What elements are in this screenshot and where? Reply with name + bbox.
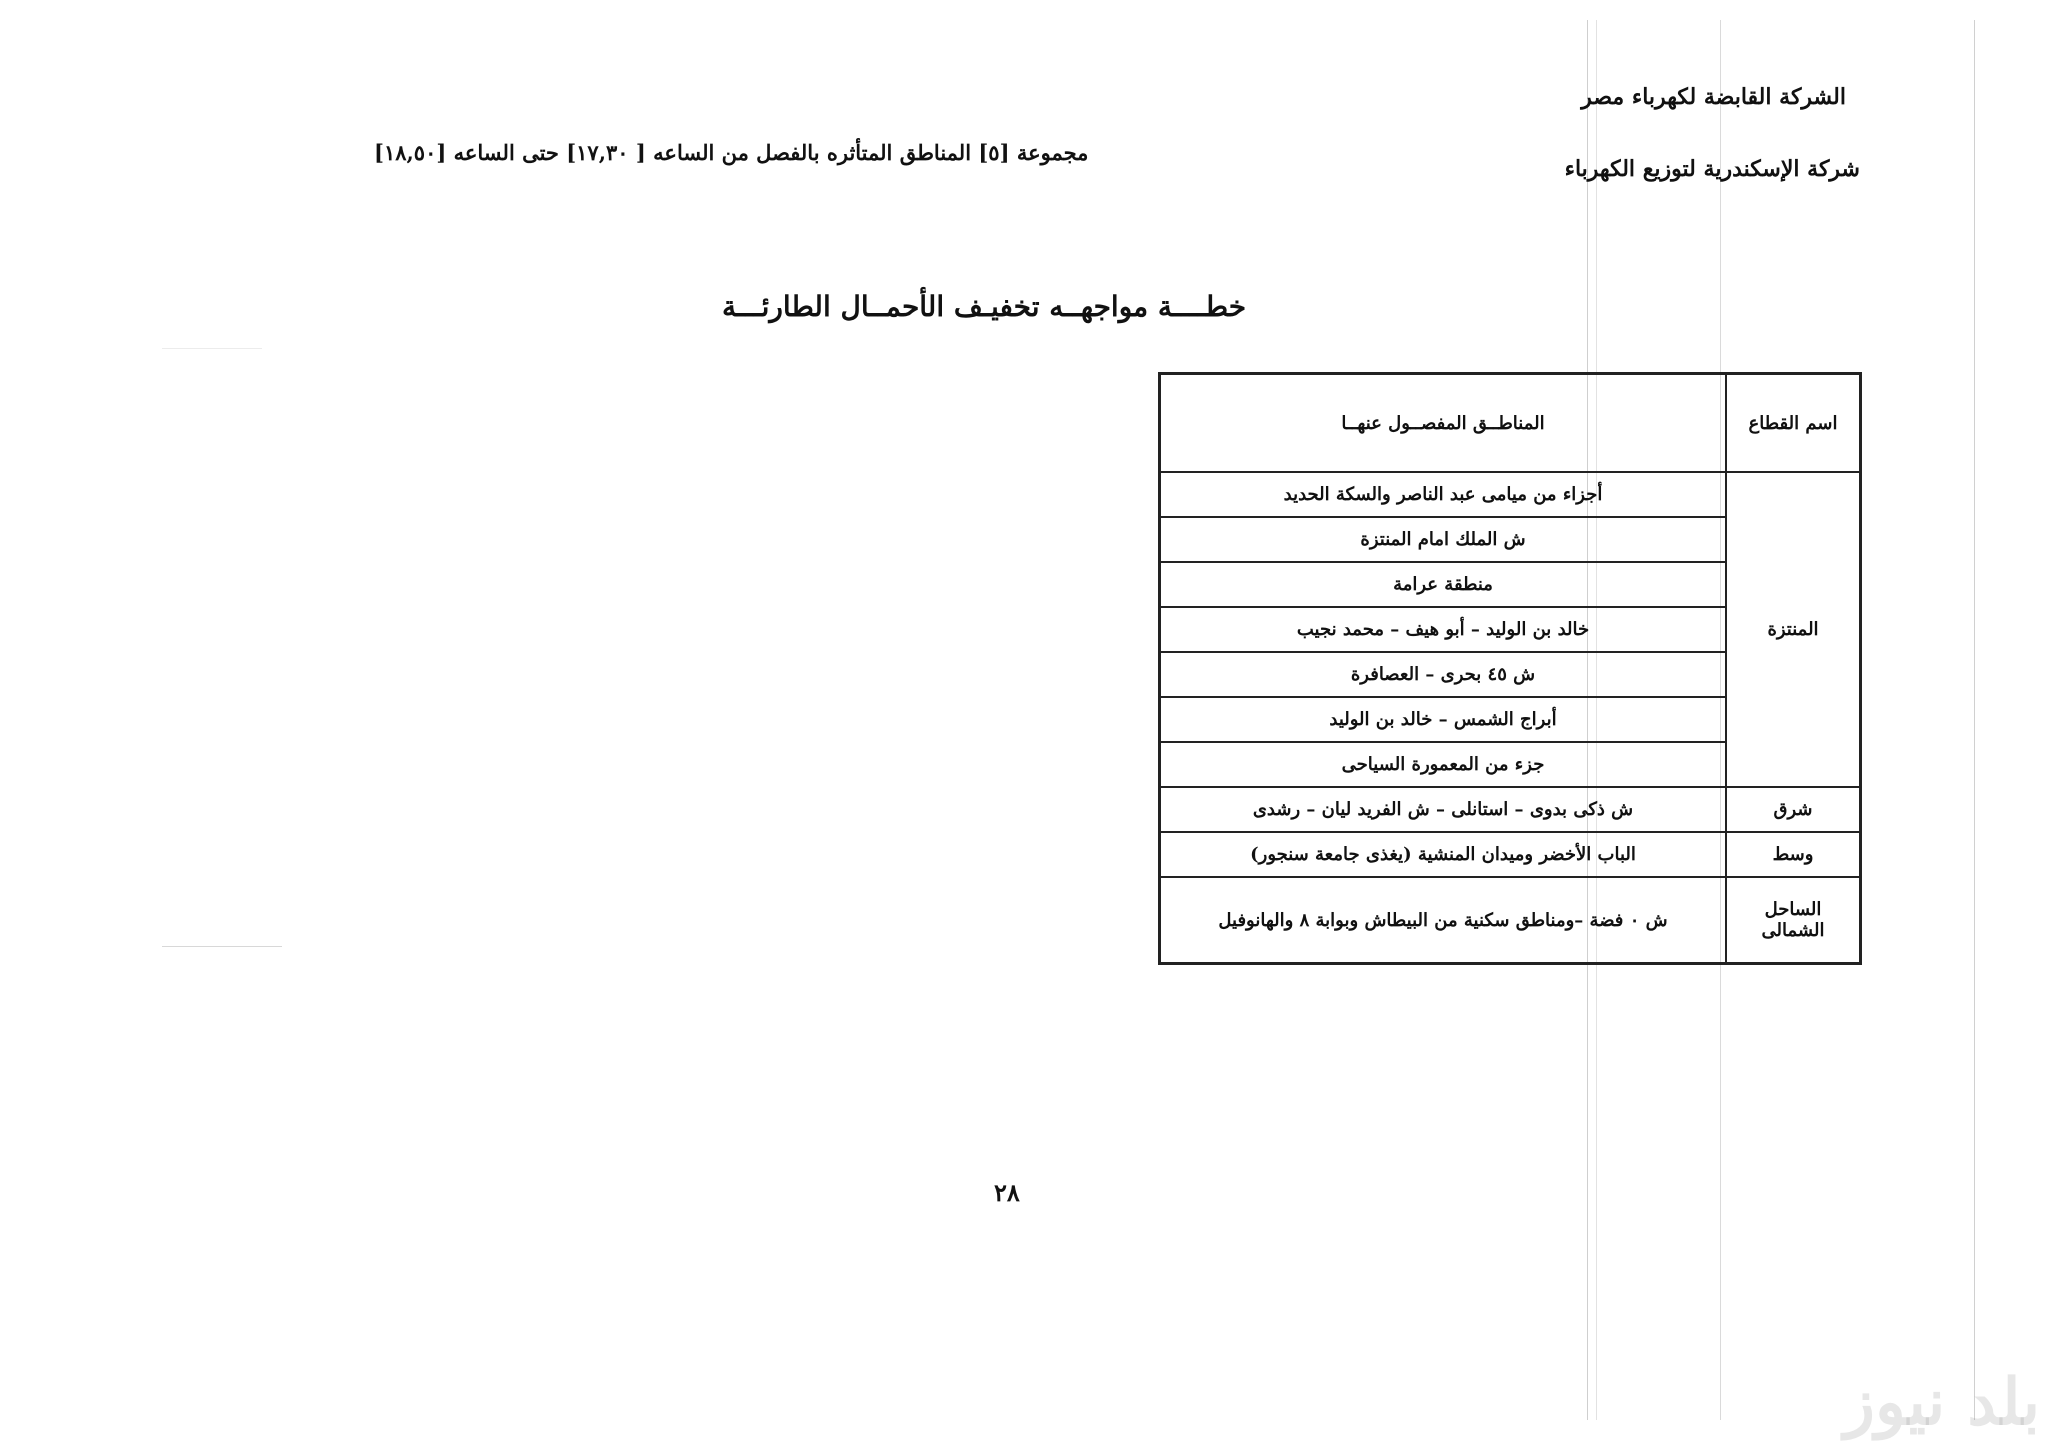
page-title: خطــــة مواجهــه تخفيـف الأحمــال الطارئـــة: [722, 290, 1247, 323]
table-row: [1160, 787, 1861, 832]
holding-company-name: الشركة القابضة لكهرباء مصر: [1581, 84, 1846, 110]
sector-cell: شرق: [1726, 787, 1861, 832]
area-cell: الباب الأخضر وميدان المنشية (يغذى جامعة سنجور): [1160, 832, 1727, 877]
load-shedding-table: [1158, 372, 1862, 965]
header-sector: اسم القطاع: [1726, 374, 1861, 473]
faint-line-2: [162, 348, 262, 349]
table-row: [1160, 472, 1861, 517]
page-number: ٢٨: [994, 1178, 1020, 1207]
area-cell: ش ذكى بدوى – استانلى – ش الفريد ليان – رشدى: [1160, 787, 1727, 832]
distribution-company-name: شركة الإسكندرية لتوزيع الكهرباء: [1564, 156, 1860, 182]
watermark-logo: بلد نيوز: [1844, 1365, 2040, 1440]
area-cell: ش ٤٥ بحرى – العصافرة: [1160, 652, 1727, 697]
table-row: [1160, 877, 1861, 964]
area-cell: ش ٠ فضة –ومناطق سكنية من البيطاش وبوابة ٨ والهانوفيل: [1160, 877, 1727, 964]
table-header-row: [1160, 374, 1861, 473]
sector-cell: الساحل الشمالى: [1726, 877, 1861, 964]
area-cell: أبراج الشمس – خالد بن الوليد: [1160, 697, 1727, 742]
sector-cell: وسط: [1726, 832, 1861, 877]
sector-cell: المنتزة: [1726, 472, 1861, 787]
area-cell: أجزاء من ميامى عبد الناصر والسكة الحديد: [1160, 472, 1727, 517]
faint-line-1: [162, 946, 282, 947]
scan-line-4: [1974, 20, 1975, 1420]
header-areas: المناطــق المفصــول عنهــا: [1160, 374, 1727, 473]
area-cell: ش الملك امام المنتزة: [1160, 517, 1727, 562]
table-row: [1160, 832, 1861, 877]
group-schedule-line: مجموعة [٥] المناطق المتأثره بالفصل من الساعه [ ١٧,٣٠] حتى الساعه [١٨,٥٠]: [374, 140, 1089, 165]
area-cell: جزء من المعمورة السياحى: [1160, 742, 1727, 787]
area-cell: خالد بن الوليد – أبو هيف – محمد نجيب: [1160, 607, 1727, 652]
area-cell: منطقة عرامة: [1160, 562, 1727, 607]
